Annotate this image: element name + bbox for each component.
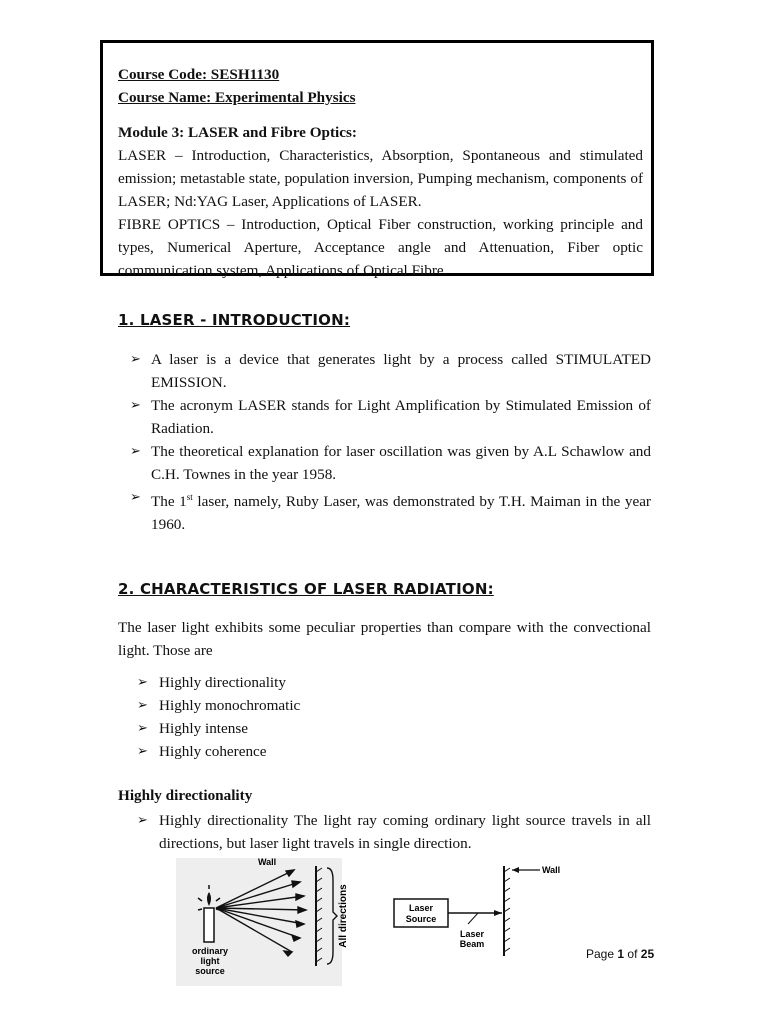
- arrow-bullet-icon: ➢: [130, 398, 141, 413]
- list-item: ➢ Highly coherence: [137, 740, 300, 763]
- ordinary-label-3: source: [195, 966, 225, 976]
- list-item: ➢ Highly monochromatic: [137, 694, 300, 717]
- arrow-bullet-icon: ➢: [137, 698, 148, 713]
- laser-source-label-1: Laser: [408, 903, 434, 913]
- list-item: ➢ The theoretical explanation for laser oscillation was given by A.L Schawlow and C.H. Townes in the year 1958.: [130, 440, 651, 486]
- wall-label-right: Wall: [542, 865, 561, 875]
- arrow-bullet-icon: ➢: [137, 721, 148, 736]
- all-directions-label: All directions: [338, 884, 349, 948]
- arrow-bullet-icon: ➢: [137, 675, 148, 690]
- course-name: Course Name: Experimental Physics: [118, 89, 356, 106]
- directionality-subheading: Highly directionality: [118, 787, 253, 804]
- intro-bullet-list: [130, 348, 651, 536]
- arrow-bullet-icon: ➢: [137, 813, 148, 828]
- page-number: Page 1 of 25: [586, 947, 655, 961]
- list-item: ➢ The acronym LASER stands for Light Amplification by Stimulated Emission of Radiation.: [130, 394, 651, 440]
- arrow-bullet-icon: ➢: [130, 352, 141, 367]
- list-item: ➢ Highly directionality The light ray coming ordinary light source travels in all directions, but laser light travels in single direction.: [137, 809, 651, 855]
- characteristics-intro: The laser light exhibits some peculiar properties than compare with the convectional light. Those are: [118, 619, 651, 659]
- section2-heading: 2. CHARACTERISTICS OF LASER RADIATION:: [118, 580, 494, 598]
- characteristics-list: [137, 671, 300, 763]
- section1-heading: 1. LASER - INTRODUCTION:: [118, 311, 351, 329]
- ordinary-label-2: light: [200, 956, 220, 966]
- wall-label-left: Wall: [258, 858, 277, 867]
- laser-source-label-2: Source: [405, 914, 437, 924]
- directionality-list: [137, 809, 651, 855]
- list-item: ➢ Highly intense: [137, 717, 300, 740]
- laser-beam-label-2: Beam: [459, 939, 485, 949]
- arrow-bullet-icon: ➢: [130, 490, 141, 505]
- course-info-box: [100, 40, 654, 279]
- list-item: ➢ Highly directionality: [137, 671, 300, 694]
- fibre-topics: FIBRE OPTICS – Introduction, Optical Fiber construction, working principle and types, Numerical Aperture, Acceptance angle and Attenuation, Fiber optic communication system, Applications of Optical Fibre.: [118, 216, 643, 279]
- arrow-bullet-icon: ➢: [137, 744, 148, 759]
- laser-beam-label-1: Laser: [459, 929, 485, 939]
- list-item: ➢ The 1st laser, namely, Ruby Laser, was demonstrated by T.H. Maiman in the year 1960.: [130, 486, 651, 536]
- directionality-figure: [176, 858, 580, 986]
- ordinary-label-1: ordinary: [191, 946, 229, 956]
- arrow-bullet-icon: ➢: [130, 444, 141, 459]
- list-item: ➢ A laser is a device that generates light by a process called STIMULATED EMISSION.: [130, 348, 651, 394]
- module-title: Module 3: LASER and Fibre Optics:: [118, 124, 357, 141]
- laser-topics: LASER – Introduction, Characteristics, Absorption, Spontaneous and stimulated emission; metastable state, population inversion, Pumping mechanism, components of LASER; Nd:YAG Laser, Applications of LASER.: [118, 147, 643, 210]
- course-code: Course Code: SESH1130: [118, 66, 280, 83]
